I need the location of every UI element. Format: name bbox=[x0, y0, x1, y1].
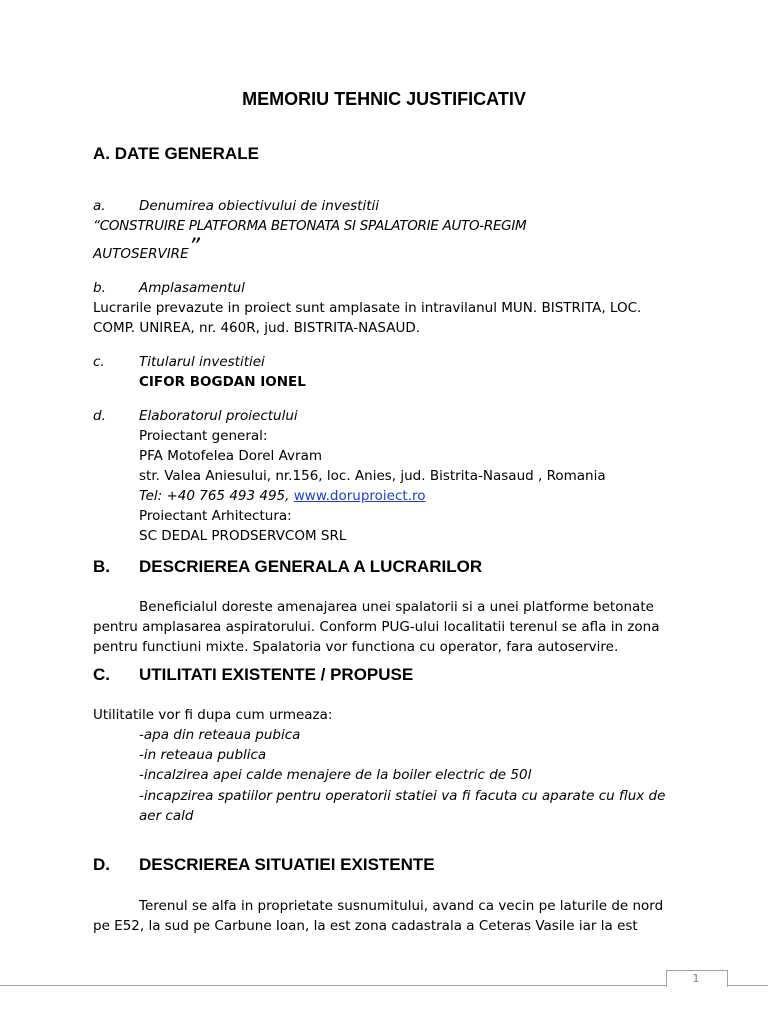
item-a-closing-quote: ” bbox=[188, 235, 201, 260]
item-d-contact bbox=[139, 486, 426, 506]
website-link[interactable]: www.doruproiect.ro bbox=[293, 488, 426, 504]
list-item: -in reteaua publica bbox=[139, 747, 267, 763]
item-d-title: Elaboratorul proiectului bbox=[139, 408, 298, 424]
item-b-label: b. bbox=[93, 280, 106, 296]
section-c-heading: UTILITATI EXISTENTE / PROPUSE bbox=[139, 665, 414, 684]
section-d-label: D. bbox=[93, 855, 110, 874]
section-b-heading: DESCRIEREA GENERALA A LUCRARILOR bbox=[139, 557, 483, 576]
section-a-heading: A. DATE GENERALE bbox=[93, 144, 259, 163]
item-d-line5: Proiectant Arhitectura: bbox=[139, 508, 292, 524]
section-b-label: B. bbox=[93, 557, 110, 576]
item-d-line3: str. Valea Aniesului, nr.156, loc. Anies, jud. Bistrita-Nasaud , Romania bbox=[139, 468, 606, 484]
section-d-line1: Terenul se alfa in proprietate susnumitului, avand ca vecin pe laturile de nord bbox=[139, 898, 664, 914]
section-d-heading: DESCRIEREA SITUATIEI EXISTENTE bbox=[139, 855, 435, 874]
list-item: -incalzirea apei calde menajere de la boiler electric de 50l bbox=[139, 767, 532, 783]
list-item: -incapzirea spatiilor pentru operatorii statiei va fi facuta cu aparate cu flux de bbox=[139, 788, 666, 804]
section-c-label: C. bbox=[93, 665, 110, 684]
item-a-title: Denumirea obiectivului de investitii bbox=[139, 198, 380, 214]
item-a-label: a. bbox=[93, 198, 106, 214]
section-c-intro: Utilitatile vor fi dupa cum urmeaza: bbox=[93, 707, 333, 723]
item-c-name: CIFOR BOGDAN IONEL bbox=[139, 374, 306, 390]
section-b-line3: pentru functiuni mixte. Spalatoria vor functiona cu operator, fara autoservire. bbox=[93, 639, 619, 655]
item-d-label: d. bbox=[93, 408, 106, 424]
footer-divider bbox=[0, 985, 768, 986]
page-number: 1 bbox=[692, 972, 700, 985]
document-title: MEMORIU TEHNIC JUSTIFICATIV bbox=[242, 89, 526, 109]
item-d-line1: Proiectant general: bbox=[139, 428, 268, 444]
item-b-line2: COMP. UNIREA, nr. 460R, jud. BISTRITA-NASAUD. bbox=[93, 320, 421, 336]
list-item: aer cald bbox=[139, 808, 194, 824]
item-b-title: Amplasamentul bbox=[139, 280, 245, 296]
item-d-line2: PFA Motofelea Dorel Avram bbox=[139, 448, 322, 464]
list-item: -apa din reteaua pubica bbox=[139, 727, 301, 743]
item-d-tel: Tel: +40 765 493 495, bbox=[139, 488, 294, 504]
section-d-line2: pe E52, la sud pe Carbune Ioan, la est zona cadastrala a Ceteras Vasile iar la est bbox=[93, 918, 638, 934]
item-a-line2 bbox=[93, 235, 201, 264]
item-c-title: Titularul investitiei bbox=[139, 354, 265, 370]
item-b-line1: Lucrarile prevazute in proiect sunt amplasate in intravilanul MUN. BISTRITA, LOC. bbox=[93, 300, 642, 316]
item-c-label: c. bbox=[93, 354, 105, 370]
section-b-line1: Beneficialul doreste amenajarea unei spalatorii si a unei platforme betonate bbox=[139, 599, 654, 615]
item-a-line2-text: AUTOSERVIRE bbox=[93, 246, 189, 262]
item-a-line1: “CONSTRUIRE PLATFORMA BETONATA SI SPALATORIE AUTO-REGIM bbox=[93, 218, 527, 234]
section-b-line2: pentru amplasarea aspiratorului. Conform PUG-ului localitatii terenul se afla in zona bbox=[93, 619, 660, 635]
item-d-line6: SC DEDAL PRODSERVCOM SRL bbox=[139, 528, 347, 544]
